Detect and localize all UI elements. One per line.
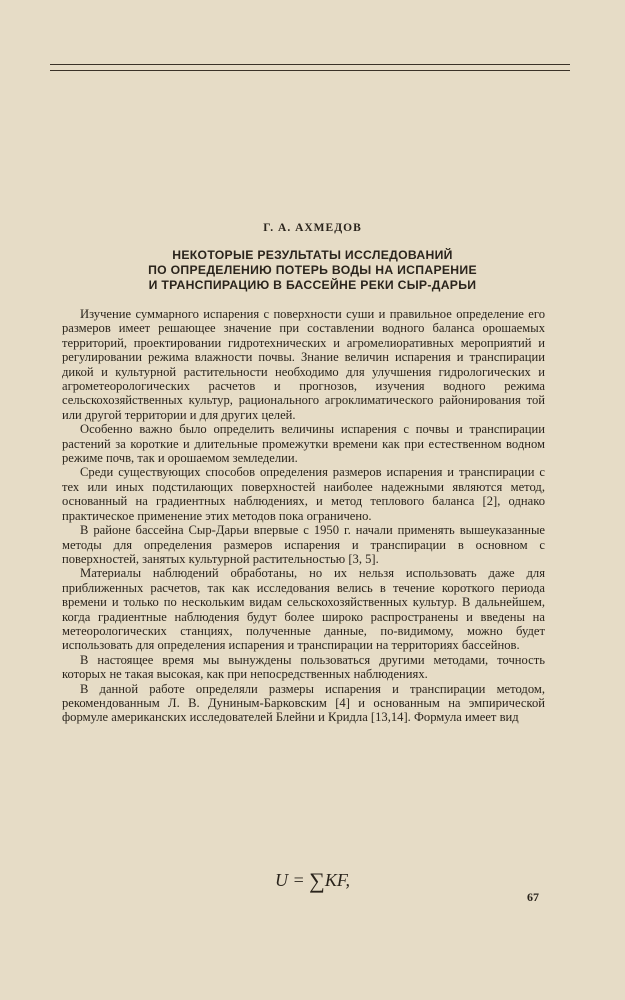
paragraph: В данной работе определяли размеры испарения и транспирации методом, рекомендованным Л. В. Дуниным-Барковским [4] и основанным на эмпирической формуле американских исследователей Блейни и Кридла [13,14]. Формула имеет вид: [62, 681, 545, 725]
paragraph: В настоящее время мы вынуждены пользоваться другими методами, точность которых не такая высокая, как при непосредственных наблюдениях.: [62, 652, 545, 682]
top-rule: [50, 64, 570, 65]
title-line: ПО ОПРЕДЕЛЕНИЮ ПОТЕРЬ ВОДЫ НА ИСПАРЕНИЕ: [148, 263, 477, 277]
paragraph: Среди существующих способов определения размеров испарения и транспирации с тех или иных подстилающих поверхностей наиболее надежными являются метод, основанный на градиентных наблюдениях, и метод теплового баланса [2], однако практическое применение этих методов пока ограничено.: [62, 465, 545, 523]
top-rule-second: [50, 70, 570, 71]
title-line: И ТРАНСПИРАЦИЮ В БАССЕЙНЕ РЕКИ СЫР-ДАРЬИ: [148, 278, 477, 292]
formula-equals: =: [287, 870, 310, 890]
paragraph: В районе бассейна Сыр-Дарьи впервые с 1950 г. начали применять вышеуказанные методы для определения размеров испарения и транспирации в основном с поверхностей, занятых культурной растительностью [3, 5].: [62, 523, 545, 566]
formula-rhs: KF,: [324, 870, 351, 890]
paragraph: Изучение суммарного испарения с поверхности суши и правильное определение его размеров имеет решающее значение при составлении водного баланса орошаемых территорий, проектировании гидротехнических и агромелиоративных мероприятий и регулировании режима влажности почвы. Знание величин испарения и транспирации дикой и культурной растительности необходимо для улучшения гидрологических и агрометеорологических расчетов и прогнозов, изучения водного режима сельскохозяйственных культур, рационального агроклиматического районирования той или другой территории и для других целей.: [62, 307, 545, 422]
page-number: 67: [527, 890, 539, 904]
sum-symbol: ∑: [309, 868, 325, 893]
title-line: НЕКОТОРЫЕ РЕЗУЛЬТАТЫ ИССЛЕДОВАНИЙ: [172, 248, 453, 262]
formula-lhs: U: [274, 870, 288, 890]
author-name: Г. А. АХМЕДОВ: [263, 222, 362, 234]
article-title: [60, 248, 565, 293]
paragraph: Особенно важно было определить величины испарения с почвы и транспирации растений за короткие и длительные промежутки времени как при естественном водном режиме почв, так и орошаемом земледелии.: [62, 422, 545, 466]
article-body: [62, 307, 545, 725]
paragraph: Материалы наблюдений обработаны, но их нельзя использовать даже для приближенных расчетов, так как исследования велись в течение короткого периода времени и только по нескольким видам сельскохозяйственных культур. В дальнейшем, когда градиентные наблюдения будут более широко распространены и введены на метеорологических станциях, полученные данные, по-видимому, можно будет использовать для определения испарения и транспирации на территориях бассейнов.: [62, 566, 545, 653]
